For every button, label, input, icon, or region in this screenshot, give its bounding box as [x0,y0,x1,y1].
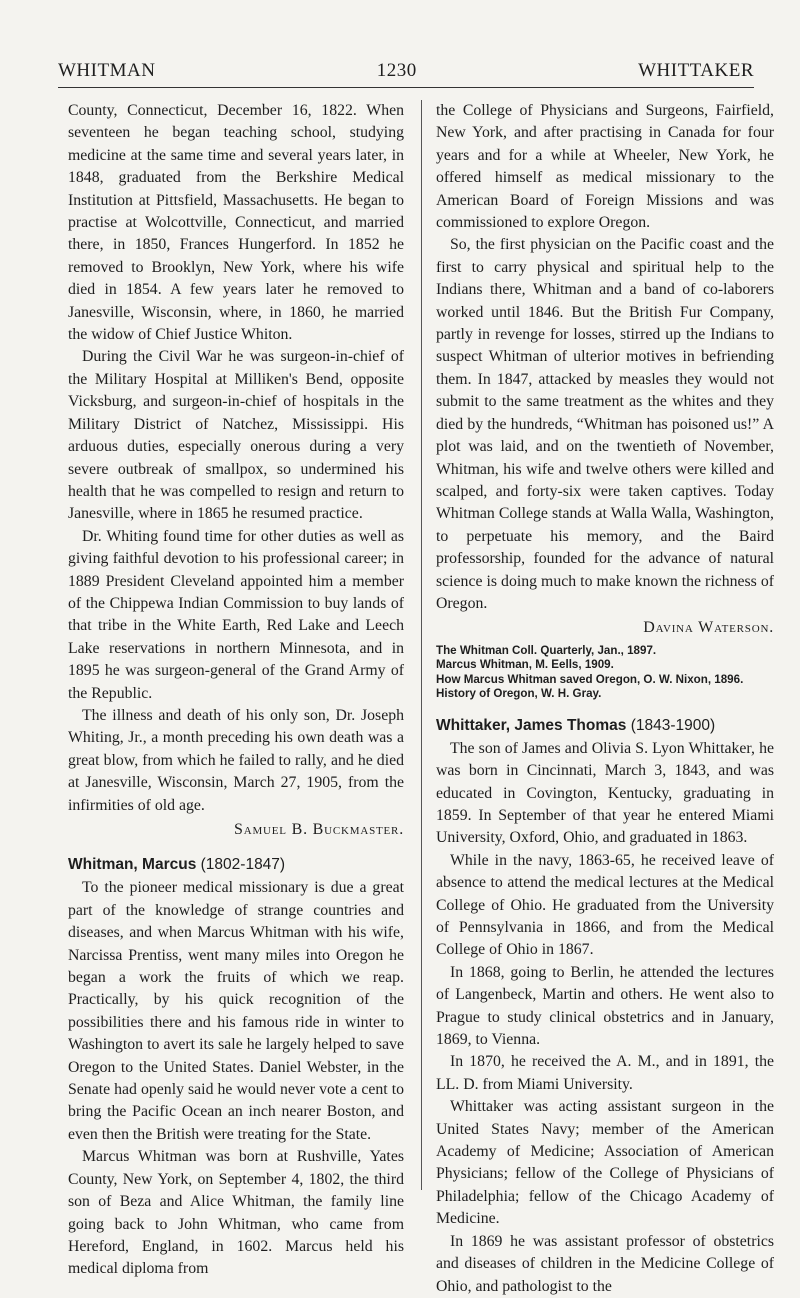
left-column [68,100,404,1281]
reference-item: How Marcus Whitman saved Oregon, O. W. Nixon, 1896. [436,672,744,686]
paragraph: In 1869 he was assistant professor of obstetrics and diseases of children in the Medicine College of Ohio, and pathologist to the [436,1232,774,1295]
paragraph: County, Connecticut, December 16, 1822. When seventeen he began teaching school, studying medicine at the same time and several years later, in 1848, graduated from the Berkshire Medical Institution at Pittsfield, Massachusetts. He began to practise at Wolcottville, Connecticut, and married there, in 1850, Frances Hungerford. In 1852 he removed to Brooklyn, New York, where his wife died in 1854. A few years later he removed to Janesville, Wisconsin, where, in 1860, he married the widow of Chief Justice Whiton. [68,102,404,344]
reference-list [436,644,774,702]
entry-name: Whittaker, James Thomas [436,716,627,734]
paragraph: Whittaker was acting assistant surgeon in the United States Navy; member of the American Academy of Medicine; Association of American Physicians; fellow of the College of Physicians of Philadelphia; fellow of the Chicago Academy of Medicine. [436,1098,774,1228]
paragraph: While in the navy, 1863-65, he received leave of absence to attend the medical lectures at the Medical College of Ohio. He graduated from the University of Pennsylvania in 1866, and from the Medical College of Ohio in 1867. [436,851,774,959]
paragraph: So, the first physician on the Pacific coast and the first to carry physical and spiritual help to the Indians there, Whitman and a band of co-laborers worked until 1846. But the British Fur Company, partly in revenge for losses, stirred up the Indians to suspect Whitman of ulterior motives in befriending them. In 1847, attacked by measles they would not submit to the same treatment as the whites and they died by the hundreds, “Whitman has poisoned us!” A plot was laid, and on the twentieth of November, Whitman, his wife and twelve others were killed and scalped, and forty-six were taken captives. Today Whitman College stands at Walla Walla, Washington, to perpetuate his memory, and the Baird professorship, founded for the advance of natural science is doing much to make known the richness of Oregon. [436,236,774,612]
reference-item: History of Oregon, W. H. Gray. [436,687,602,701]
author-signature: Davina Waterson. [643,619,774,637]
paragraph: In 1868, going to Berlin, he attended the lectures of Langenbeck, Martin and others. He went also to Prague to study clinical obstetrics and in January, 1869, to Vienna. [436,963,774,1049]
header-rule [58,87,754,88]
entry-heading [68,853,404,877]
running-head-right: WHITTAKER [638,60,754,81]
right-column [436,100,774,1298]
paragraph: The son of James and Olivia S. Lyon Whittaker, he was born in Cincinnati, March 3, 1843, and was educated in Covington, Kentucky, graduating in 1859. In September of that year he entered Miami University, Oxford, Ohio, and graduated in 1863. [436,739,774,847]
reference-item: Marcus Whitman, M. Eells, 1909. [436,658,614,672]
author-signature: Samuel B. Buckmaster. [234,821,404,838]
reference-item: The Whitman Coll. Quarterly, Jan., 1897. [436,643,657,657]
paragraph: Marcus Whitman was born at Rushville, Yates County, New York, on September 4, 1802, the third son of Beza and Alice Whitman, the family line going back to John Whitman, who came from Hereford, England, in 1602. Marcus held his medical diploma from [68,1148,404,1278]
entry-dates: (1843-1900) [630,716,716,734]
paragraph: the College of Physicians and Surgeons, Fairfield, New York, and after practising in Canada for four years and for a while at Wheeler, New York, he offered himself as medical missionary to the American Board of Foreign Missions and was commissioned to explore Oregon. [436,102,774,232]
page-number: 1230 [376,60,417,81]
paragraph: The illness and death of his only son, Dr. Joseph Whiting, Jr., a month preceding his own death was a great blow, from which he failed to rally, and he died at Janesville, Wisconsin, March 27, 1905, from the infirmities of old age. [68,706,404,814]
entry-name: Whitman, Marcus [68,856,197,874]
paragraph: To the pioneer medical missionary is due a great part of the knowledge of strange countries and diseases, and when Marcus Whitman with his wife, Narcissa Prentiss, went many miles into Oregon he began a work the fruits of which we reap. Practically, by his quick recognition of the possibilities there and his famous ride in winter to Washington to avert its sale he largely helped to save Oregon to the United States. Daniel Webster, in the Senate had openly said he would never vote a cent to bring the Pacific Ocean an inch nearer Boston, and even then the British were treating for the State. [68,879,404,1143]
entry-heading [436,714,774,738]
paragraph: Dr. Whiting found time for other duties as well as giving faithful devotion to his professional career; in 1889 President Cleveland appointed him a member of the Chippewa Indian Commission to buy lands of that tribe in the White Earth, Red Lake and Leech Lake reservations in northern Minnesota, and in 1895 he was surgeon-general of the Grand Army of the Republic. [68,527,404,702]
paragraph: In 1870, he received the A. M., and in 1891, the LL. D. from Miami University. [436,1053,774,1093]
entry-dates: (1802-1847) [200,856,286,874]
running-head-left: WHITMAN [58,60,156,81]
paragraph: During the Civil War he was surgeon-in-chief of the Military Hospital at Milliken's Bend, opposite Vicksburg, and surgeon-in-chief of hospitals in the Military District of Natchez, Mississippi. His arduous duties, especially onerous during a very severe outbreak of smallpox, so undermined his health that he was compelled to resign and return to Janesville, where in 1865 he resumed practice. [68,348,404,523]
running-head [58,60,754,82]
column-divider [421,100,422,1190]
